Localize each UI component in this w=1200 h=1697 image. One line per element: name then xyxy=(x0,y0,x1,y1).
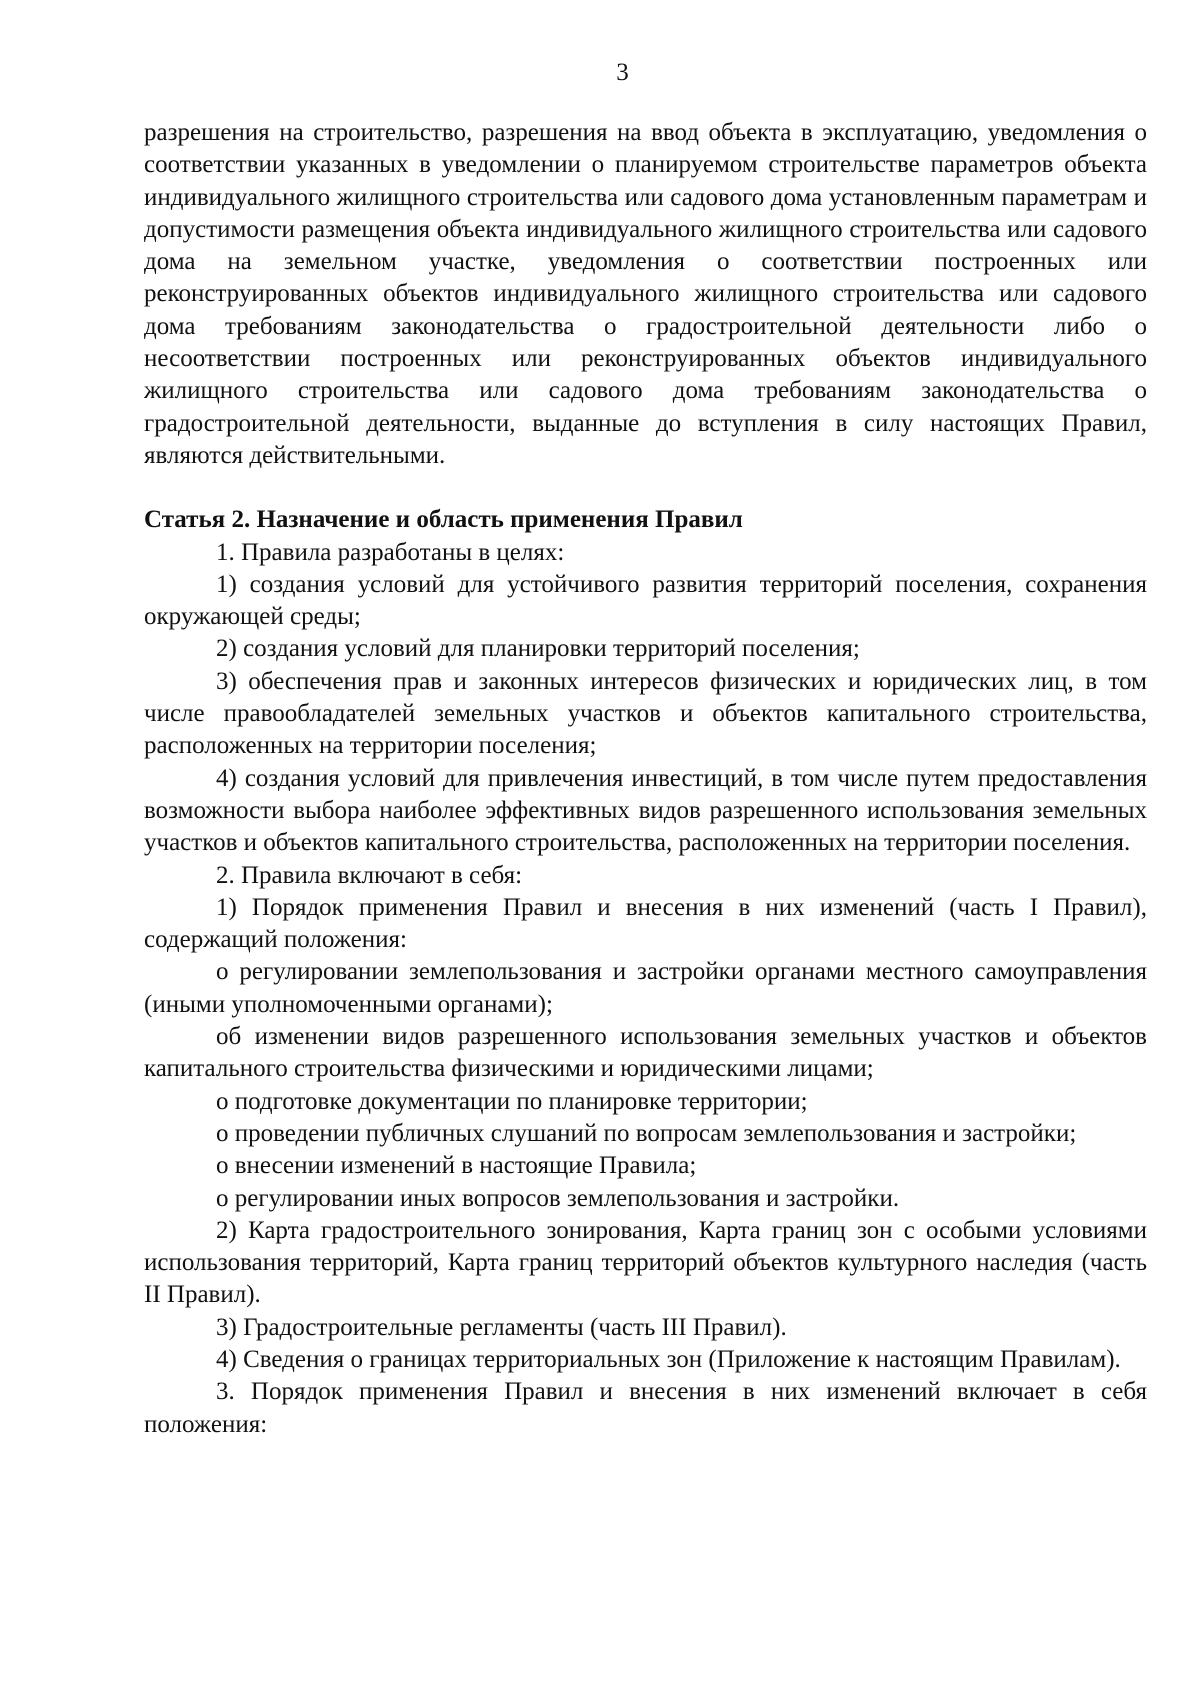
paragraph-provision-amendments: о внесении изменений в настоящие Правила; xyxy=(216,1152,697,1180)
paragraph-contents-3: 3) Градостроительные регламенты (часть III Правил). xyxy=(216,1313,787,1341)
paragraph-purpose-4: 4) создания условий для привлечения инвестиций, в том числе путем предоставления возможности выбора наиболее эффективных видов разрешенного использования земельных участков и объектов капитального строительства, расположенных на территории поселения. xyxy=(144,764,1147,857)
page-number: 3 xyxy=(616,59,629,86)
paragraph-purpose-intro: 1. Правила разработаны в целях: xyxy=(216,538,565,566)
paragraph-purpose-2: 2) создания условий для планировки территорий поселения; xyxy=(216,635,860,663)
paragraph-provision-regulation: о регулировании землепользования и застройки органами местного самоуправления (иными уполномоченными органами); xyxy=(144,958,1147,1018)
intro-paragraph: разрешения на строительство, разрешения на ввод объекта в эксплуатацию, уведомления о соответствии указанных в уведомлении о планируемом строительстве параметров объекта индивидуального жилищного строительства или садового дома установленным параметрам и допустимости размещения объекта индивидуального жилищного строительства или садового дома на земельном участке, уведомления о соответствии построенных или реконструированных объектов индивидуального жилищного строительства или садового дома требованиям законодательства о градостроительной деятельности либо о несоответствии построенных или реконструированных объектов индивидуального жилищного строительства или садового дома требованиям законодательства о градостроительной деятельности, выданные до вступления в силу настоящих Правил, являются действительными. xyxy=(144,119,1147,469)
paragraph-provision-change-use: об изменении видов разрешенного использования земельных участков и объектов капитального строительства физическими и юридическими лицами; xyxy=(144,1023,1147,1083)
paragraph-provision-public-hearings: о проведении публичных слушаний по вопросам землепользования и застройки; xyxy=(216,1119,1077,1147)
paragraph-contents-4: 4) Сведения о границах территориальных зон (Приложение к настоящим Правилам). xyxy=(216,1345,1121,1373)
paragraph-purpose-1: 1) создания условий для устойчивого развития территорий поселения, сохранения окружающей среды; xyxy=(144,570,1147,631)
paragraph-provision-planning-docs: о подготовке документации по планировке территории; xyxy=(216,1087,808,1115)
paragraph-contents-2: 2) Карта градостроительного зонирования, Карта границ зон с особыми условиями использования территорий, Карта границ территорий объектов культурного наследия (часть II Правил). xyxy=(144,1216,1147,1309)
paragraph-purpose-3: 3) обеспечения прав и законных интересов физических и юридических лиц, в том числе правообладателей земельных участков и объектов капитального строительства, расположенных на территории поселения; xyxy=(144,667,1147,760)
article-heading: Статья 2. Назначение и область применения Правил xyxy=(144,506,743,534)
paragraph-contents-1: 1) Порядок применения Правил и внесения в них изменений (часть I Правил), содержащий положения: xyxy=(144,893,1147,954)
paragraph-provision-other: о регулировании иных вопросов землепользования и застройки. xyxy=(216,1184,900,1212)
paragraph-procedure-intro: 3. Порядок применения Правил и внесения в них изменений включает в себя положения: xyxy=(144,1378,1147,1438)
paragraph-contents-intro: 2. Правила включают в себя: xyxy=(216,861,523,889)
document-body xyxy=(144,117,1147,1441)
